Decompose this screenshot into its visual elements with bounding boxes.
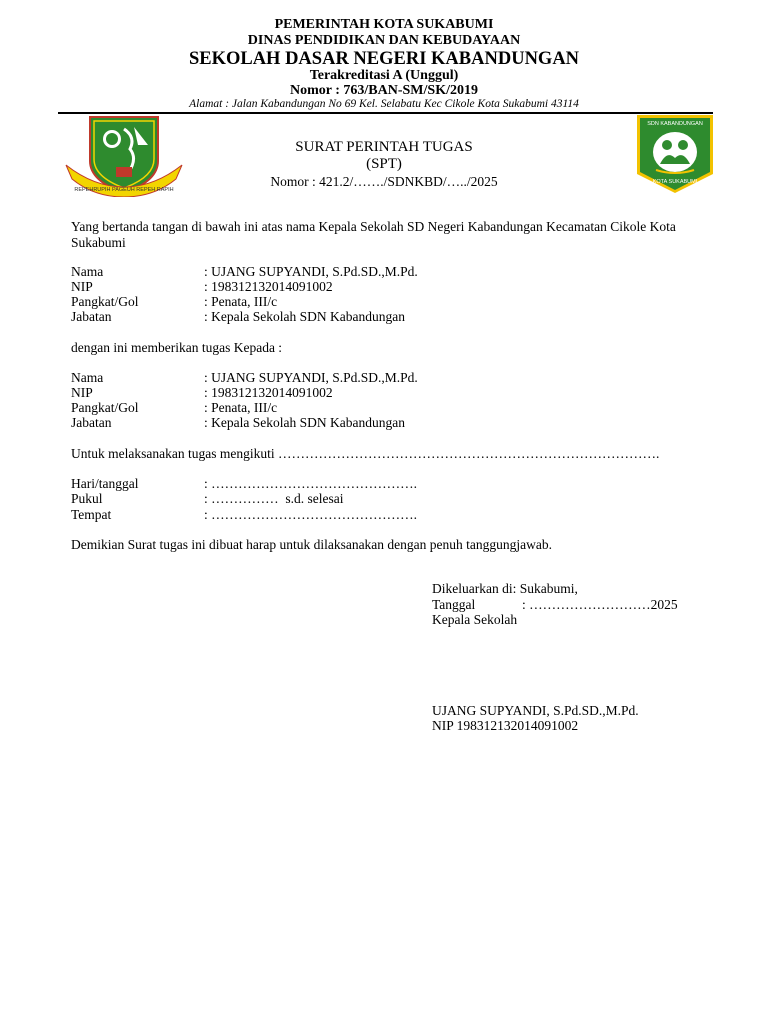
doc-number: Nomor : 421.2/……./SDNKBD/…../2025 [270,174,498,189]
field-label: Pukul [71,491,103,506]
date-label: Tanggal [432,597,476,612]
field-value: : …………… s.d. selesai [204,491,344,506]
date-value: : ………………………2025 [522,597,678,612]
letterhead-address: Alamat : Jalan Kabandungan No 69 Kel. Selabatu Kec Cikole Kota Sukabumi 43114 [189,98,579,110]
field-value: : Penata, III/c [204,400,278,415]
task-line: Untuk melaksanakan tugas mengikuti …………………………………………………………………………. [71,446,660,461]
field-value: : 198312132014091002 [204,385,333,400]
field-label: Jabatan [71,415,112,430]
signer-position: Kepala Sekolah [432,612,518,627]
field-label: Nama [71,370,104,385]
doc-title: SURAT PERINTAH TUGAS [295,139,473,155]
letterhead-dept: DINAS PENDIDIKAN DAN KEBUDAYAAN [247,33,521,48]
letterhead-number: Nomor : 763/BAN-SM/SK/2019 [290,83,478,98]
field-label: Pangkat/Gol [71,294,139,309]
field-label: Hari/tanggal [71,476,139,491]
letterhead-school: SEKOLAH DASAR NEGERI KABANDUNGAN [188,49,580,69]
field-value: : ………………………………………. [204,507,418,522]
doc-title-abbr: (SPT) [366,156,402,172]
field-label: NIP [71,385,93,400]
field-label: Nama [71,264,104,279]
field-value: : 198312132014091002 [204,279,333,294]
field-value: : Kepala Sekolah SDN Kabandungan [204,415,405,430]
field-value: : UJANG SUPYANDI, S.Pd.SD.,M.Pd. [204,264,418,279]
field-value: : Penata, III/c [204,294,278,309]
assign-line: dengan ini memberikan tugas Kepada : [71,340,283,355]
intro-paragraph: Yang bertanda tangan di bawah ini atas nama Kepala Sekolah SD Negeri Kabandungan Kecamatan Cikole Kota Sukabumi [71,219,676,250]
letterhead-rule [58,112,713,114]
signer-name: UJANG SUPYANDI, S.Pd.SD.,M.Pd. [432,703,639,718]
closing-paragraph: Demikian Surat tugas ini dibuat harap untuk dilaksanakan dengan penuh tanggungjawab. [71,537,553,552]
field-value: : Kepala Sekolah SDN Kabandungan [204,309,405,324]
field-label: Tempat [71,507,112,522]
issued-place: Dikeluarkan di: Sukabumi, [432,581,578,596]
letterhead-accreditation: Terakreditasi A (Unggul) [309,68,459,83]
signer-nip: NIP 198312132014091002 [432,718,579,733]
svg-text:SDN KABANDUNGAN: SDN KABANDUNGAN [647,121,703,127]
svg-text:KOTA SUKABUMI: KOTA SUKABUMI [652,179,698,185]
field-label: Pangkat/Gol [71,400,139,415]
field-value: : UJANG SUPYANDI, S.Pd.SD.,M.Pd. [204,370,418,385]
svg-text:REPEHRUPIH PAGEUH REPEH RAPIH: REPEHRUPIH PAGEUH REPEH RAPIH [74,187,174,193]
field-value: : ………………………………………. [204,476,418,491]
letterhead-gov: PEMERINTAH KOTA SUKABUMI [274,17,494,32]
field-label: Jabatan [71,309,112,324]
field-label: NIP [71,279,93,294]
